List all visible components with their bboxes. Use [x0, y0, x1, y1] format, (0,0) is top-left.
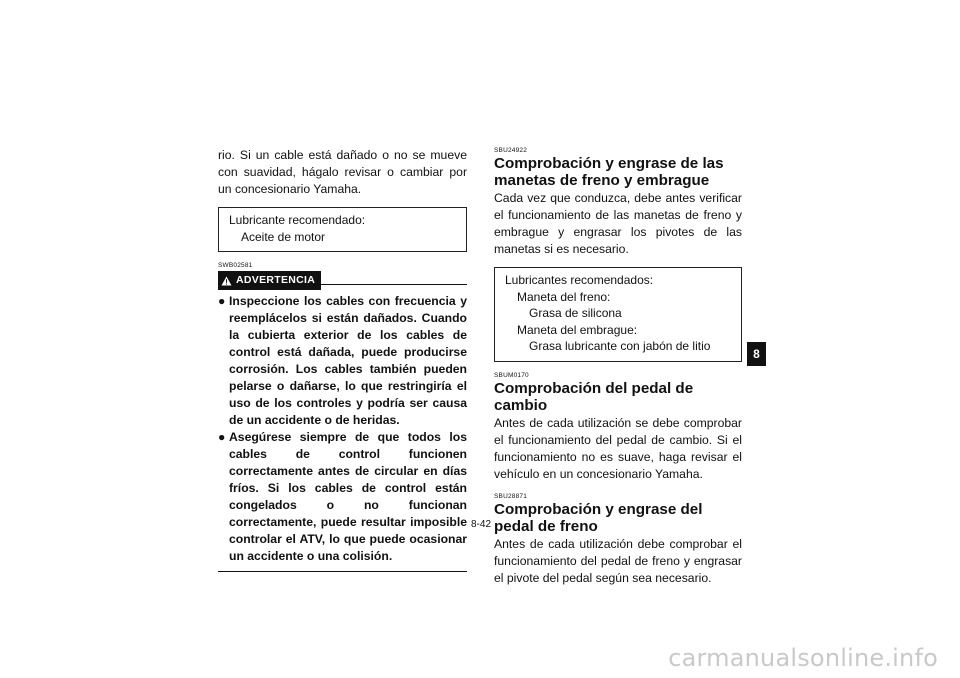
warning-triangle-icon — [221, 276, 232, 286]
clutch-lever-value: Grasa lubricante con jabón de litio — [529, 339, 711, 353]
warning-header — [218, 271, 467, 290]
page-number: 8-42 — [470, 519, 491, 530]
lubricants-box — [494, 267, 742, 362]
warning-label: ADVERTENCIA — [236, 274, 316, 286]
section-brake-pedal — [494, 493, 742, 587]
list-item-text: Inspeccione los cables con frecuencia y reemplácelos si están dañados. Cuando la cubierta exterior de los cables de control está dañada, puede producirse corrosión. Los cables también pueden pelarse o dañarse, lo que restringiría el uso de los controles y podría ser causa de un accidente o de heridas. — [229, 294, 467, 427]
list-item-text: Asegúrese siempre de que todos los cables de control funcionen correctamente antes de circular en días fríos. Si los cables de control están congelados o no funcionan correctamente, puede resultar imposible controlar el ATV, lo que puede ocasionar un accidente o una colisión. — [229, 430, 467, 563]
section-shift-pedal — [494, 372, 742, 483]
warning-code: SWB02581 — [218, 262, 253, 269]
section-body: Cada vez que conduzca, debe antes verificar el funcionamiento de las manetas de freno y embrague y engrasar los pivotes de las manetas si es necesario. — [494, 191, 742, 256]
lubricant-box — [218, 207, 467, 252]
watermark: carmanualsonline.info — [668, 644, 938, 672]
clutch-lever-label: Maneta del embrague: — [517, 322, 638, 337]
chapter-tab: 8 — [747, 342, 766, 366]
section-body: Antes de cada utilización se debe comprobar el funcionamiento del pedal de cambio. Si el funcionamiento no es suave, haga revisar el vehículo en un concesionario Yamaha. — [494, 415, 742, 481]
list-item — [218, 429, 467, 565]
list-item — [218, 293, 467, 429]
bullet-dot-icon: ● — [218, 294, 226, 308]
section-code: SBUM0170 — [494, 371, 529, 379]
warning-list — [218, 293, 467, 565]
brake-lever-label: Maneta del freno: — [517, 289, 611, 304]
section-levers — [494, 147, 742, 362]
lubricants-label: Lubricantes recomendados: — [505, 273, 654, 287]
section-code: SBU28871 — [494, 492, 528, 500]
warning-badge — [218, 271, 321, 290]
right-column — [494, 147, 742, 587]
lubricant-value: Aceite de motor — [241, 229, 326, 244]
intro-paragraph: rio. Si un cable está dañado o no se mueve con suavidad, hágalo revisar o cambiar por un concesionario Yamaha. — [218, 148, 467, 196]
left-column — [218, 147, 467, 572]
section-title: Comprobación y engrase de las manetas de freno y embrague — [494, 155, 724, 189]
bullet-dot-icon: ● — [218, 430, 226, 444]
lubricant-label: Lubricante recomendado: — [229, 213, 366, 227]
warning-end-rule — [218, 571, 467, 572]
warning-rule — [321, 276, 467, 285]
section-body: Antes de cada utilización debe comprobar el funcionamiento del pedal de freno y engrasar el pivote del pedal según sea necesario. — [494, 536, 742, 585]
section-code: SBU24922 — [494, 147, 528, 154]
section-title: Comprobación y engrase del pedal de freno — [494, 500, 703, 535]
section-title: Comprobación del pedal de cambio — [494, 379, 694, 414]
brake-lever-value: Grasa de silicona — [529, 306, 622, 320]
